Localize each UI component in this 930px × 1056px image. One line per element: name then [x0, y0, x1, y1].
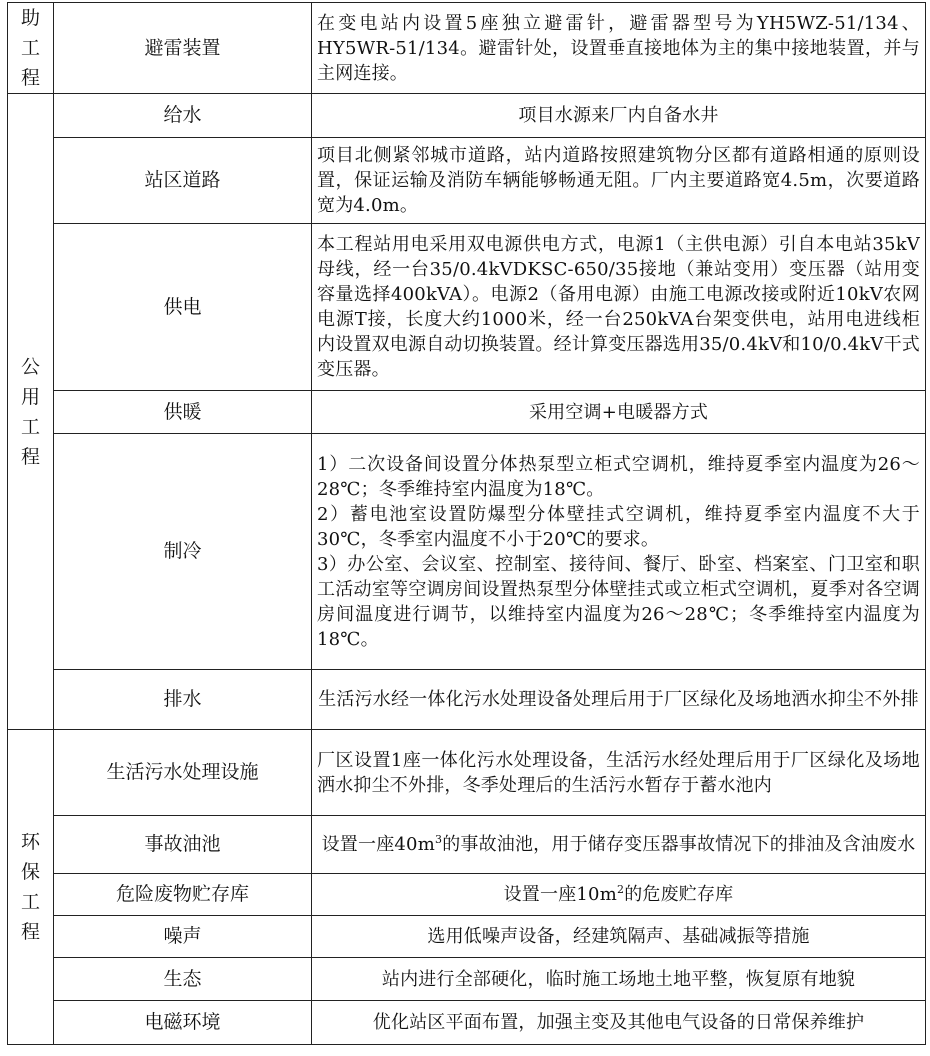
item-name: 供电: [54, 224, 312, 391]
item-name: 生态: [54, 958, 312, 1001]
item-description: 项目水源来厂内自备水井: [312, 94, 926, 138]
item-name: 危险废物贮存库: [54, 874, 312, 916]
table-row: [8, 874, 926, 916]
item-description: 优化站区平面布置，加强主变及其他电气设备的日常保养维护: [312, 1001, 926, 1045]
table-row: [8, 3, 926, 94]
category-cell: 环 保 工 程: [8, 730, 54, 1045]
table-row: [8, 670, 926, 730]
item-description: 厂区设置1座一体化污水处理设备，生活污水经处理后用于厂区绿化及场地洒水抑尘不外排，冬季处理后的生活污水暂存于蓄水池内: [312, 730, 926, 816]
item-description: 设置一座$10m^2$的危废贮存库: [312, 874, 926, 916]
table-row: [8, 916, 926, 958]
table-row: [8, 94, 926, 138]
item-name: 排水: [54, 670, 312, 730]
item-name: 站区道路: [54, 138, 312, 224]
category-cell: 助 工 程: [8, 3, 54, 94]
item-description: 设置一座$40m^3$的事故油池，用于储存变压器事故情况下的排油及含油废水: [312, 816, 926, 874]
table-row: [8, 730, 926, 816]
item-name: 制冷: [54, 434, 312, 670]
item-name: 事故油池: [54, 816, 312, 874]
item-name: 供暖: [54, 391, 312, 434]
item-description: 采用空调+电暖器方式: [312, 391, 926, 434]
item-description: 1）二次设备间设置分体热泵型立柜式空调机，维持夏季室内温度为26～28℃；冬季维持室内温度为18℃。 2）蓄电池室设置防爆型分体壁挂式空调机，维持夏季室内温度不大于30℃，冬季室内温度不小于20℃的要求。 3）办公室、会议室、控制室、接待间、餐厅、卧室、档案室、门卫室和职工活动室等空调房间设置热泵型分体壁挂式或立柜式空调机，夏季对各空调房间温度进行调节，以维持室内温度为26～28℃；冬季维持室内温度为18℃。: [312, 434, 926, 670]
item-description: 本工程站用电采用双电源供电方式，电源1（主供电源）引自本电站35kV母线，经一台35/0.4kVDKSC-650/35接地（兼站变用）变压器（站用变容量选择400kVA）。电源2（备用电源）由施工电源改接或附近10kV农网电源T接，长度大约1000米，经一台250kVA台架变供电，站用电进线柜内设置双电源自动切换装置。经计算变压器选用35/0.4kV和10/0.4kV干式变压器。: [312, 224, 926, 391]
category-cell: 公 用 工 程: [8, 94, 54, 730]
item-name: 给水: [54, 94, 312, 138]
table-row: [8, 958, 926, 1001]
table-row: [8, 816, 926, 874]
item-description: 在变电站内设置5座独立避雷针，避雷器型号为YH5WZ-51/134、HY5WR-51/134。避雷针处，设置垂直接地体为主的集中接地装置，并与主网连接。: [312, 3, 926, 94]
table-row: [8, 1001, 926, 1045]
table-row: [8, 138, 926, 224]
table-row: [8, 434, 926, 670]
item-description: 站内进行全部硬化，临时施工场地土地平整，恢复原有地貌: [312, 958, 926, 1001]
table-row: [8, 391, 926, 434]
table-row: [8, 224, 926, 391]
item-name: 避雷装置: [54, 3, 312, 94]
project-composition-table: [7, 2, 926, 1045]
item-description: 选用低噪声设备，经建筑隔声、基础减振等措施: [312, 916, 926, 958]
item-name: 电磁环境: [54, 1001, 312, 1045]
item-description: 项目北侧紧邻城市道路，站内道路按照建筑物分区都有道路相通的原则设置，保证运输及消防车辆能够畅通无阻。厂内主要道路宽4.5m，次要道路宽为4.0m。: [312, 138, 926, 224]
item-name: 噪声: [54, 916, 312, 958]
item-description: 生活污水经一体化污水处理设备处理后用于厂区绿化及场地洒水抑尘不外排: [312, 670, 926, 730]
item-name: 生活污水处理设施: [54, 730, 312, 816]
